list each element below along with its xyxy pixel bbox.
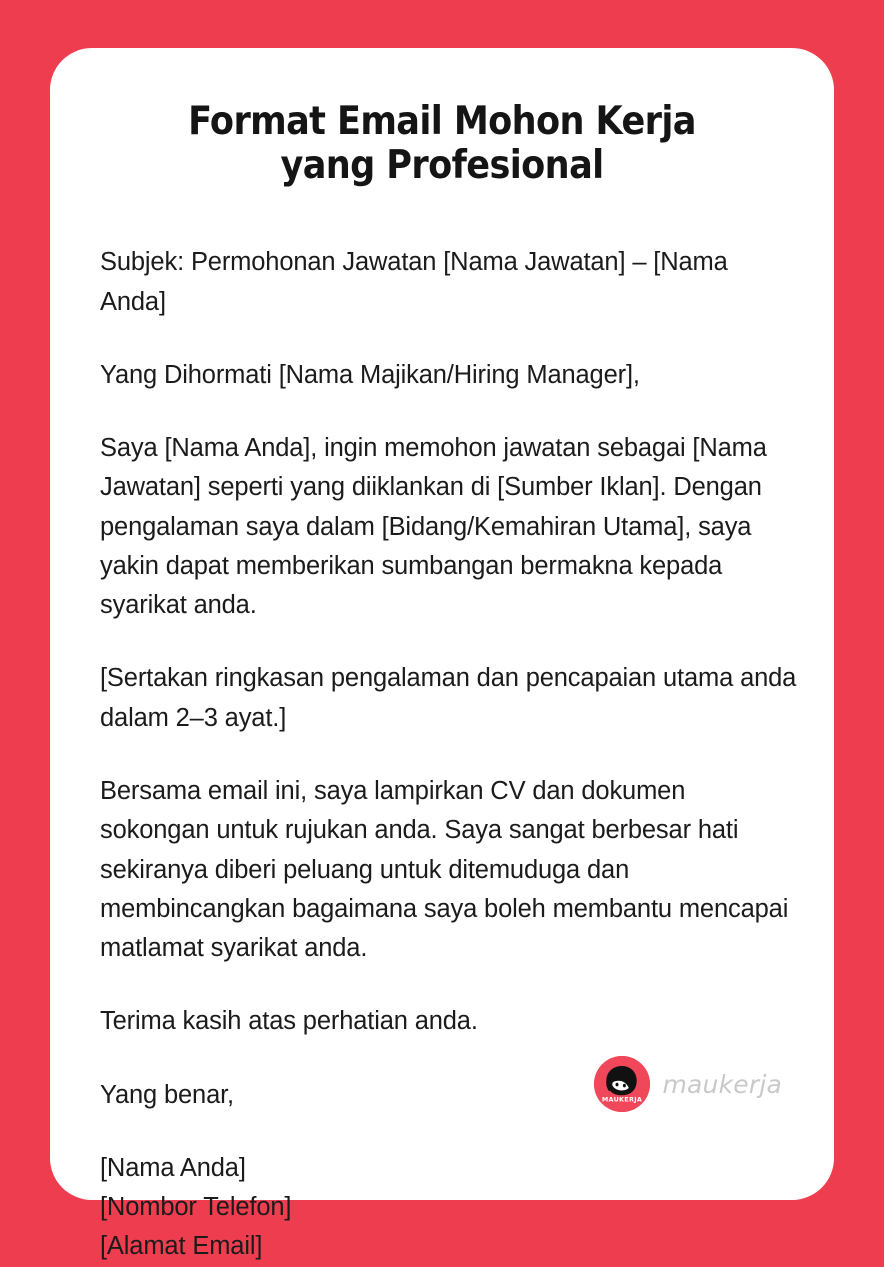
page-title-line-1: Format Email Mohon Kerja	[188, 99, 696, 144]
email-salutation: Yang Dihormati [Nama Majikan/Hiring Manager],	[100, 360, 640, 389]
maukerja-wordmark: maukerja	[662, 1069, 782, 1099]
email-paragraph-2: [Sertakan ringkasan pengalaman dan pencapaian utama anda dalam 2–3 ayat.]	[100, 664, 797, 732]
email-signature-block	[100, 1149, 799, 1267]
email-closing-line: Yang benar,	[100, 1080, 234, 1109]
card-inner	[75, 48, 809, 1261]
signature-phone: [Nombor Telefon]	[100, 1193, 292, 1222]
email-template-body	[75, 243, 809, 1266]
email-paragraph-3: Bersama email ini, saya lampirkan CV dan dokumen sokongan untuk rujukan anda. Saya sangat berbesar hati sekiranya diberi peluang untuk ditemuduga dan membincangkan bagaimana saya boleh membantu mencapai matlamat syarikat anda.	[100, 777, 789, 963]
content-card	[50, 48, 834, 1261]
email-paragraph-1: Saya [Nama Anda], ingin memohon jawatan sebagai [Nama Jawatan] seperti yang diiklankan di [Sumber Iklan]. Dengan pengalaman saya dalam [Bidang/Kemahiran Utama], saya yakin dapat memberikan sumbangan bermakna kepada syarikat anda.	[100, 434, 767, 620]
maukerja-face-logo-icon	[594, 1056, 650, 1112]
svg-text:MAUKERJA: MAUKERJA	[602, 1095, 643, 1104]
email-subject-line: Subjek: Permohonan Jawatan [Nama Jawatan] – [Nama Anda]	[100, 248, 728, 316]
signature-email: [Alamat Email]	[100, 1232, 263, 1261]
brand-footer	[594, 1056, 782, 1112]
signature-name: [Nama Anda]	[100, 1153, 246, 1182]
page-title-line-2: yang Profesional	[280, 142, 604, 188]
email-thanks-line: Terima kasih atas perhatian anda.	[100, 1007, 478, 1036]
page-title	[75, 48, 809, 187]
